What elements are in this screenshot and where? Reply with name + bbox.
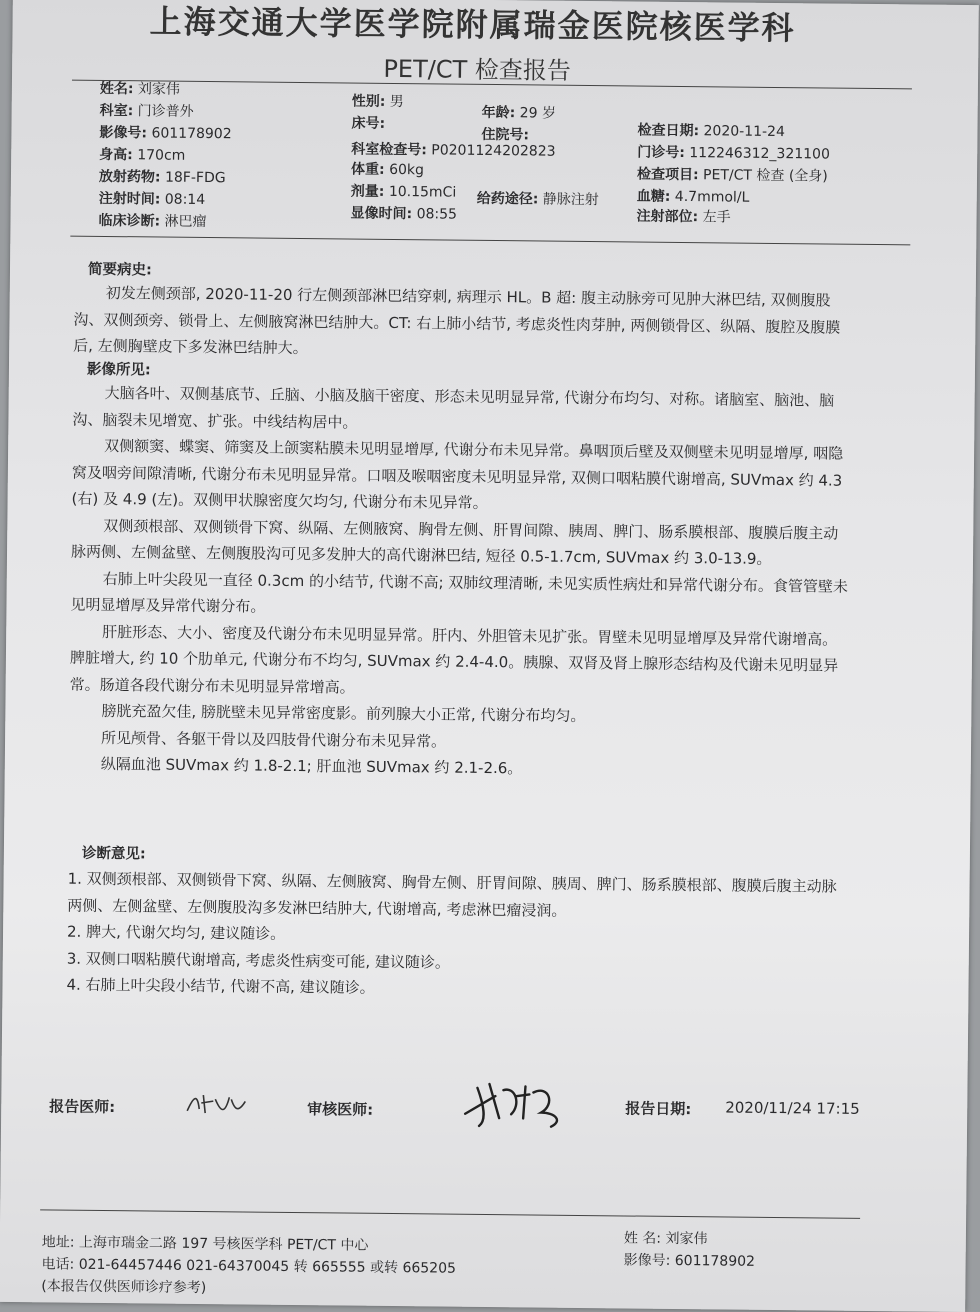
- field-clinical-diagnosis: 临床诊断: 淋巴瘤: [98, 212, 207, 231]
- findings-paragraph: 肝脏形态、大小、密度及代谢分布未见明显异常。肝内、外胆管未见扩张。胃壁未见明显增厚及异常代谢增高。脾脏增大, 约 10 个肋单元, 代谢分布不均匀, SUVmax 约 2.4-4.0。胰腺、双肾及肾上腺形态结构及代谢未见明显异常。肠道各段代谢分布未见明显异常增高。: [69, 622, 839, 697]
- findings-paragraph: 大脑各叶、双侧基底节、丘脑、小脑及脑干密度、形态未见明显异常, 代谢分布均匀、对称。诸脑室、脑池、脑沟、脑裂未见增宽、扩张。中线结构居中。: [72, 383, 835, 432]
- findings-paragraph: 纵隔血池 SUVmax 约 1.8-2.1; 肝血池 SUVmax 约 2.1-2.6。: [100, 754, 523, 778]
- footer-name: 姓 名: 刘家伟: [623, 1230, 708, 1248]
- findings-paragraph: 双侧颈根部、双侧锁骨下窝、纵隔、左侧腋窝、胸骨左侧、肝胃间隙、胰周、脾门、肠系膜根部、腹膜后腹主动脉两侧、左侧盆壁、左侧腹股沟可见多发肿大的高代谢淋巴结, 短径 0.5-1.7cm, SUVmax 约 3.0-13.9。: [70, 516, 839, 568]
- findings-paragraph: 右肺上叶尖段见一直径 0.3cm 的小结节, 代谢不高; 双肺纹理清晰, 未见实质性病灶和异常代谢分布。食管管壁未见明显增厚及异常代谢分布。: [70, 569, 848, 616]
- report-doctor-signature: [181, 1087, 251, 1120]
- field-exam-item: 检查项目: PET/CT 检查 (全身): [636, 166, 828, 185]
- field-dose: 剂量: 10.15mCi: [350, 183, 457, 201]
- field-drug: 放射药物: 18F-FDG: [98, 168, 226, 187]
- hospital-name: 上海交通大学医学院附属瑞金医院核医学科: [149, 2, 796, 48]
- conclusion-section: [66, 866, 847, 1007]
- footer-phone: 电话: 021-64457446 021-64370045 转 665555 或转 665205: [41, 1256, 457, 1277]
- field-clinic-no: 门诊号: 112246312_321100: [637, 144, 830, 163]
- findings-heading: 影像所见:: [86, 361, 151, 379]
- conclusion-item: 4. 右肺上叶尖段小结节, 代谢不高, 建议随诊。: [66, 975, 375, 997]
- field-age: 年龄: 29 岁: [481, 104, 557, 122]
- field-name: 姓名: 刘家伟: [99, 80, 181, 98]
- conclusion-heading: 诊断意见:: [81, 845, 146, 863]
- report-doctor-label: 报告医师:: [49, 1097, 116, 1117]
- field-height: 身高: 170cm: [99, 146, 186, 164]
- footer-image-no: 影像号: 601178902: [623, 1252, 756, 1270]
- findings-paragraph: 膀胱充盈欠佳, 膀胱壁未见异常密度影。前列腺大小正常, 代谢分布均匀。: [101, 701, 586, 726]
- report-title: PET/CT 检查报告: [383, 54, 571, 85]
- field-inpatient: 住院号:: [481, 126, 530, 144]
- field-inject-site: 注射部位: 左手: [636, 208, 731, 226]
- review-doctor-signature: [459, 1074, 580, 1133]
- findings-section: [69, 380, 853, 786]
- footer-divider: [40, 1209, 860, 1219]
- conclusion-item: 2. 脾大, 代谢欠均匀, 建议随诊。: [66, 922, 286, 943]
- conclusion-item: 1. 双侧颈根部、双侧锁骨下窝、纵隔、左侧腋窝、胸骨左侧、肝胃间隙、胰周、脾门、肠系膜根部、腹膜后腹主动脉两侧、左侧盆壁、左侧腹股沟多发淋巴结肿大, 代谢增高, 考虑淋巴瘤浸润。: [67, 869, 837, 920]
- footer-note: (本报告仅供医师诊疗参考): [41, 1278, 207, 1297]
- report-date-label: 报告日期:: [625, 1099, 692, 1119]
- field-glucose: 血糖: 4.7mmol/L: [636, 188, 750, 206]
- findings-paragraph: 所见颅骨、各躯干骨以及四肢骨代谢分布未见异常。: [101, 728, 447, 751]
- report-date: 2020/11/24 17:15: [725, 1098, 860, 1118]
- field-exam-no: 科室检查号: P0201124202823: [351, 141, 556, 160]
- review-doctor-label: 审核医师:: [307, 1100, 374, 1119]
- findings-paragraph: 双侧额窦、蝶窦、筛窦及上颌窦粘膜未见明显增厚, 代谢分布未见异常。鼻咽顶后壁及双侧壁未见明显增厚, 咽隐窝及咽旁间隙清晰, 代谢分布未见明显异常。口咽及喉咽密度未见明显异常, 双侧口咽粘膜代谢增高, SUVmax 约 4.3 (右) 及 4.9 (左)。双侧甲状腺密度欠均匀, 代谢分布未见异常。: [71, 436, 844, 512]
- field-imaging-time: 显像时间: 08:55: [350, 205, 458, 223]
- conclusion-item: 3. 双侧口咽粘膜代谢增高, 考虑炎性病变可能, 建议随诊。: [66, 949, 451, 972]
- history-section: [73, 280, 854, 368]
- history-heading: 简要病史:: [87, 261, 152, 279]
- field-bed: 床号:: [351, 115, 386, 132]
- footer-address: 地址: 上海市瑞金二路 197 号核医学科 PET/CT 中心: [41, 1234, 369, 1254]
- history-text: 初发左侧颈部, 2020-11-20 行左侧颈部淋巴结穿刺, 病理示 HL。B 超: 腹主动脉旁可见肿大淋巴结, 双侧腹股沟、双侧颈旁、锁骨上、左侧腋窝淋巴结肿大。CT: 右上肺小结节, 考虑炎性肉芽肿, 两侧锁骨区、纵隔、腹腔及腹膜后, 左侧胸壁皮下多发淋巴结肿大。: [73, 283, 841, 358]
- field-exam-date: 检查日期: 2020-11-24: [637, 122, 785, 141]
- field-sex: 性别: 男: [351, 93, 404, 111]
- info-divider: [70, 236, 910, 246]
- field-weight: 体重: 60kg: [350, 161, 425, 179]
- field-dept: 科室: 门诊普外: [99, 102, 194, 120]
- field-inject-time: 注射时间: 08:14: [98, 190, 206, 209]
- field-route: 给药途径: 静脉注射: [476, 190, 599, 209]
- field-image-no: 影像号: 601178902: [99, 124, 232, 143]
